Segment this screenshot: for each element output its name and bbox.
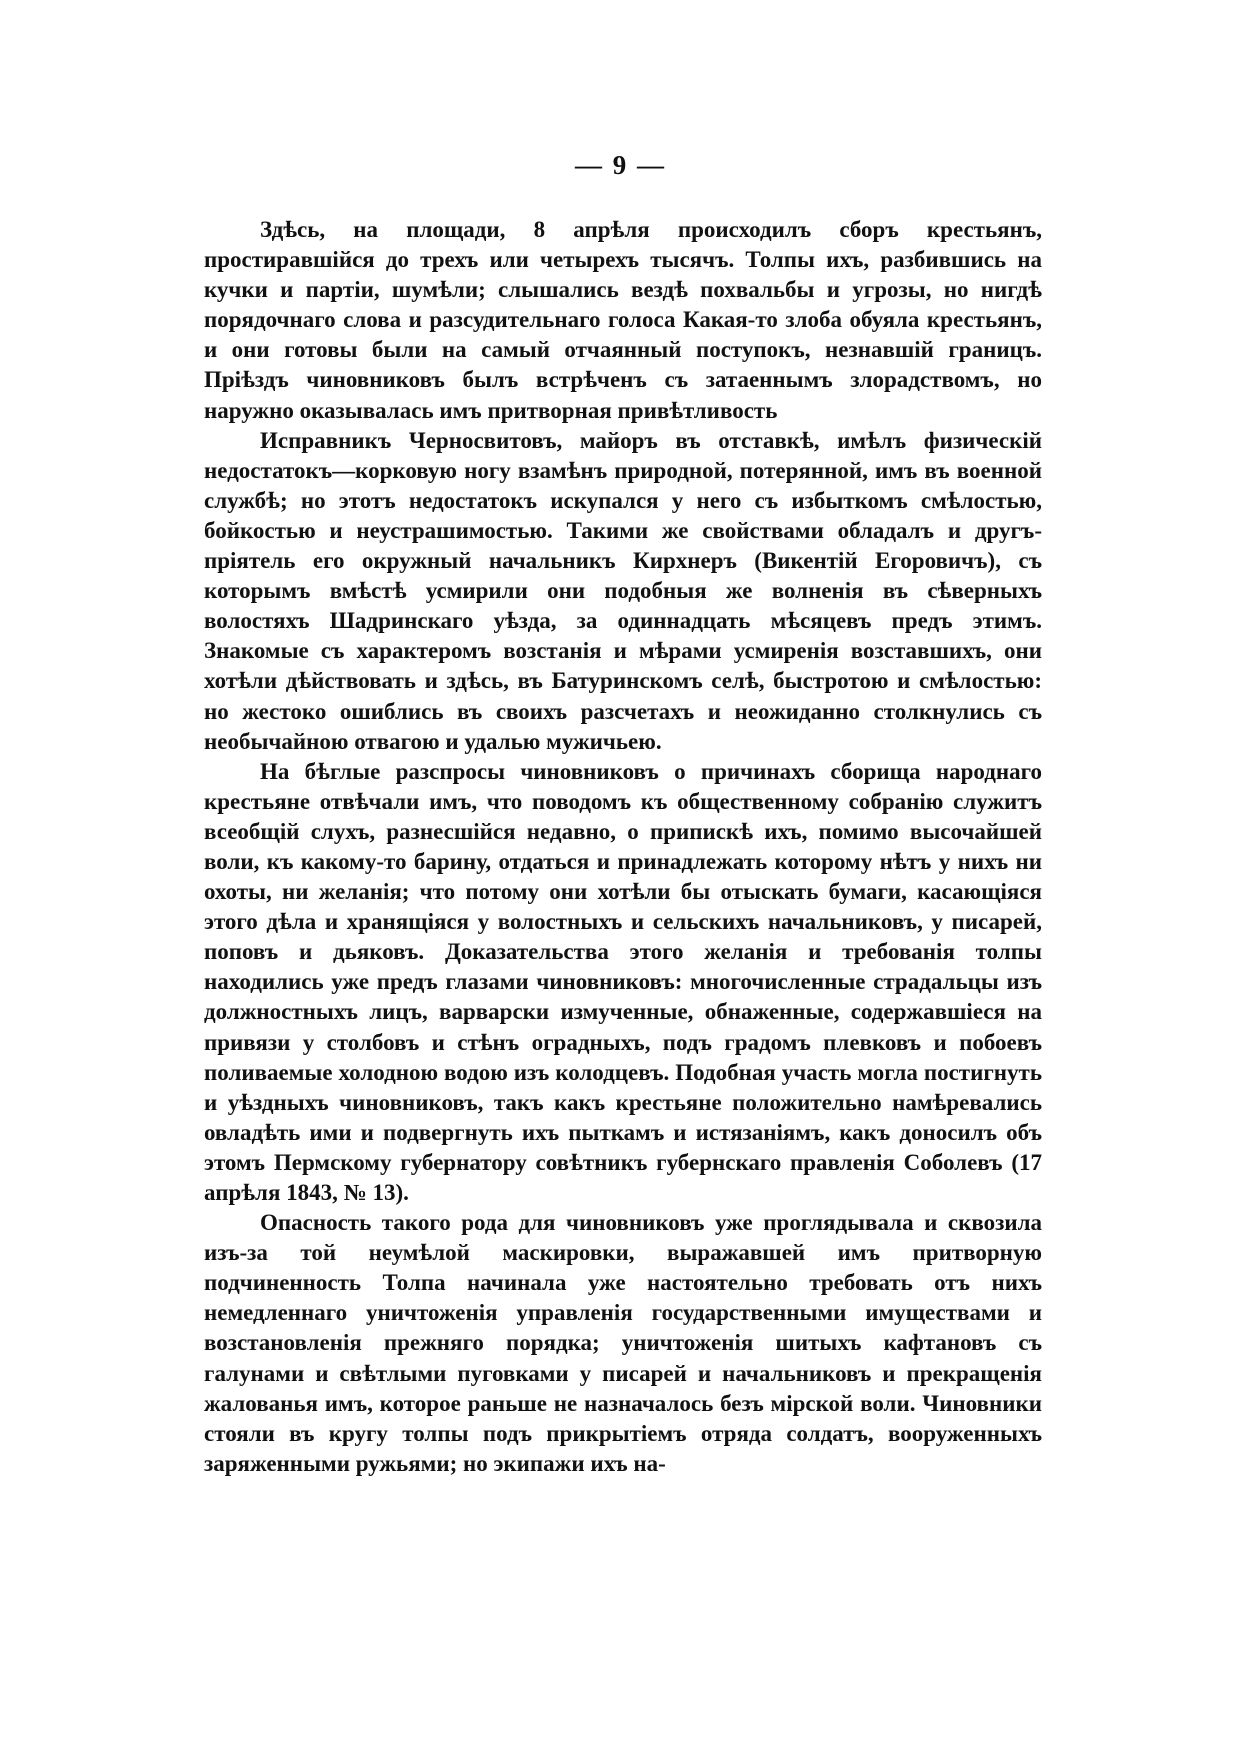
- page-number: — 9 —: [575, 150, 666, 180]
- paragraph-3: На бѣглые разспросы чиновниковъ о причинахъ сборища народнаго крестьяне отвѣчали имъ, что поводомъ къ общественному собранію служитъ всеобщій слухъ, разнесшійся недавно, о припискѣ ихъ, помимо высочайшей воли, къ какому-то барину, отдаться и принадлежать которому нѣтъ у нихъ ни охоты, ни желанія; что потому они хотѣли бы отыскать бумаги, касающіяся этого дѣла и хранящіяся у волостныхъ и сельскихъ начальниковъ, у писарей, поповъ и дьяковъ. Доказательства этого желанія и требованія толпы находились уже предъ глазами чиновниковъ: многочисленные страдальцы изъ должностныхъ лицъ, варварски измученные, обнаженные, содержавшіеся на привязи у столбовъ и стѣнъ оградныхъ, подъ градомъ плевковъ и побоевъ поливаемые холодною водою изъ колодцевъ. Подобная участь могла постигнуть и уѣздныхъ чиновниковъ, такъ какъ крестьяне положительно намѣревались овладѣть ими и подвергнуть ихъ пыткамъ и истязаніямъ, какъ доносилъ объ этомъ Пермскому губернатору совѣтникъ губернскаго правленія Соболевъ (17 апрѣля 1843, № 13).: [204, 758, 1042, 1205]
- paragraph-4: Опасность такого рода для чиновниковъ уже проглядывала и сквозила изъ-за той неумѣлой маскировки, выражавшей имъ притворную подчиненность Толпа начинала уже настоятельно требовать отъ нихъ немедленнаго уничтоженія управленія государственными имуществами и возстановленія прежняго порядка; уничтоженія шитыхъ кафтановъ съ галунами и свѣтлыми пуговками у писарей и начальниковъ и прекращенія жалованья имъ, которое раньше не назначалось безъ мірской воли. Чиновники стояли въ кругу толпы подъ прикрытіемъ отряда солдатъ, вооруженныхъ заряженными ружьями; но экипажи ихъ на-: [204, 1210, 1042, 1476]
- paragraph-1: Здѣсь, на площади, 8 апрѣля происходилъ сборъ крестьянъ, простиравшійся до трехъ или четырехъ тысячъ. Толпы ихъ, разбившись на кучки и партіи, шумѣли; слышались вездѣ похвальбы и угрозы, но нигдѣ порядочнаго слова и разсудительнаго голоса Какая-то злоба обуяла крестьянъ, и они готовы были на самый отчаянный поступокъ, незнавшій границъ. Пріѣздъ чиновниковъ былъ встрѣченъ съ затаеннымъ злорадствомъ, но наружно оказывалась имъ притворная привѣтливость: [204, 217, 1042, 423]
- text-body: [204, 215, 1042, 1479]
- paragraph-2: Исправникъ Черносвитовъ, майоръ въ отставкѣ, имѣлъ физическій недостатокъ—корковую ногу взамѣнъ природной, потерянной, имъ въ военной службѣ; но этотъ недостатокъ искупался у него съ избыткомъ смѣлостью, бойкостью и неустрашимостью. Такими же свойствами обладалъ и другъ-пріятель его окружный начальникъ Кирхнеръ (Викентій Егоровичъ), съ которымъ вмѣстѣ усмирили они подобныя же волненія въ сѣверныхъ волостяхъ Шадринскаго уѣзда, за одиннадцать мѣсяцевъ предъ этимъ. Знакомые съ характеромъ возстанія и мѣрами усмиренія возставшихъ, они хотѣли дѣйствовать и здѣсь, въ Батуринскомъ селѣ, быстротою и смѣлостью: но жестоко ошиблись въ своихъ разсчетахъ и неожиданно столкнулись съ необычайною отвагою и удалью мужичьею.: [204, 427, 1042, 754]
